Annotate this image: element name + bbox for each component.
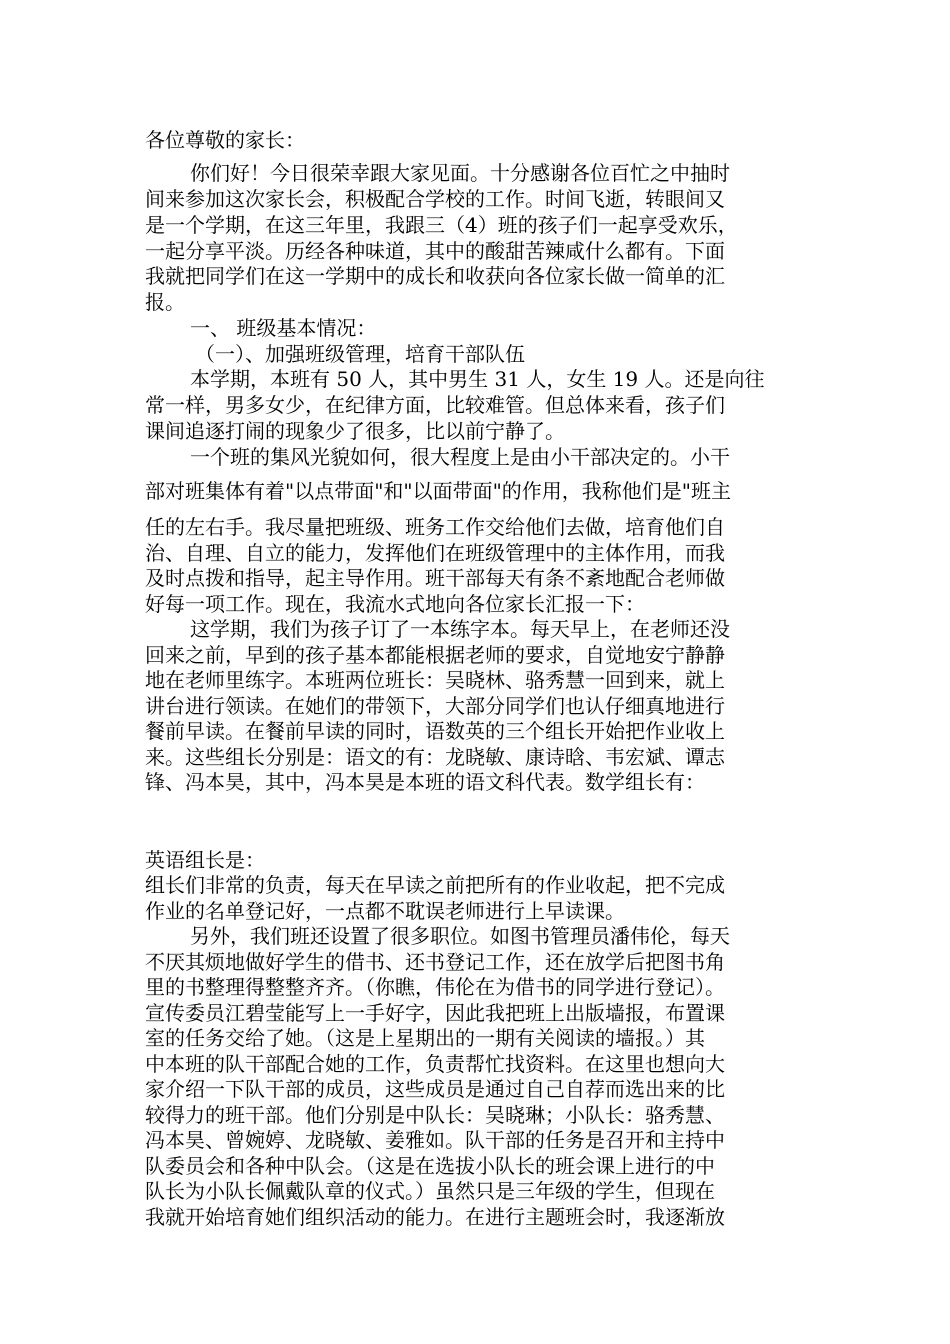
paragraph-line: 部对班集体有着"以点带面"和"以面带面"的作用，我称他们是"班主: [145, 479, 731, 503]
paragraph-line: 及时点拨和指导，起主导作用。班干部每天有条不紊地配合老师做: [145, 566, 725, 590]
paragraph-line: 队委员会和各种中队会。（这是在选拔小队长的班会课上进行的中: [145, 1154, 715, 1178]
paragraph-line: 队长为小队长佩戴队章的仪式。）虽然只是三年级的学生，但现在: [145, 1179, 715, 1203]
paragraph-line: 锋、冯本昊，其中，冯本昊是本班的语文科代表。数学组长有：: [145, 770, 705, 794]
english-leaders-label: 英语组长是：: [145, 848, 265, 872]
salutation: 各位尊敬的家长：: [145, 128, 305, 152]
paragraph-line: 常一样，男多女少，在纪律方面，比较难管。但总体来看，孩子们: [145, 393, 725, 417]
paragraph-line: 回来之前，早到的孩子基本都能根据老师的要求，自觉地安宁静静: [145, 643, 725, 667]
subsection-heading: （一）、加强班级管理，培育干部队伍: [195, 342, 525, 366]
paragraph-line: 课间追逐打闹的现象少了很多，比以前宁静了。: [145, 419, 565, 443]
paragraph-line: 任的左右手。我尽量把班级、班务工作交给他们去做，培育他们自: [145, 515, 725, 539]
section-heading: 一、 班级基本情况：: [190, 316, 377, 340]
paragraph-line: 地在老师里练字。本班两位班长：吴晓林、骆秀慧一回到来，就上: [145, 668, 725, 692]
paragraph-line: 你们好！今日很荣幸跟大家见面。十分感谢各位百忙之中抽时: [190, 161, 730, 185]
paragraph-line: 组长们非常的负责，每天在早读之前把所有的作业收起，把不完成: [145, 873, 725, 897]
paragraph-line: 不厌其烦地做好学生的借书、还书登记工作，还在放学后把图书角: [145, 950, 725, 974]
paragraph-line: 中本班的队干部配合她的工作，负责帮忙找资料。在这里也想向大: [145, 1052, 725, 1076]
paragraph-line: 本学期，本班有 50 人，其中男生 31 人，女生 19 人。还是向往: [190, 367, 765, 391]
paragraph-line: 是一个学期，在这三年里，我跟三（4）班的孩子们一起享受欢乐，: [145, 213, 738, 237]
paragraph-line: 室的任务交给了她。（这是上星期出的一期有关阅读的墙报。）其: [145, 1026, 705, 1050]
paragraph-line: 来。这些组长分别是：语文的有：龙晓敏、康诗晗、韦宏斌、谭志: [145, 745, 725, 769]
paragraph-line: 宣传委员江碧莹能写上一手好字，因此我把班上出版墙报，布置课: [145, 1001, 725, 1025]
paragraph-line: 我就把同学们在这一学期中的成长和收获向各位家长做一简单的汇: [145, 264, 725, 288]
paragraph-line: 餐前早读。在餐前早读的同时，语数英的三个组长开始把作业收上: [145, 719, 725, 743]
paragraph-line: 讲台进行领读。在她们的带领下，大部分同学们也认仔细真地进行: [145, 694, 725, 718]
paragraph-line: 较得力的班干部。他们分别是中队长：吴晓琳；小队长：骆秀慧、: [145, 1103, 725, 1127]
paragraph-line: 这学期，我们为孩子订了一本练字本。每天早上，在老师还没: [190, 617, 730, 641]
paragraph-line: 好每一项工作。现在，我流水式地向各位家长汇报一下：: [145, 592, 645, 616]
paragraph-line: 作业的名单登记好，一点都不耽误老师进行上早读课。: [145, 899, 625, 923]
paragraph-line: 治、自理、自立的能力，发挥他们在班级管理中的主体作用，而我: [145, 541, 725, 565]
paragraph-line: 一起分享平淡。历经各种味道，其中的酸甜苦辣咸什么都有。下面: [145, 239, 725, 263]
paragraph-line: 冯本昊、曾婉婷、龙晓敏、姜雅如。队干部的任务是召开和主持中: [145, 1128, 725, 1152]
paragraph-line: 报。: [145, 290, 185, 314]
paragraph-line: 里的书整理得整整齐齐。（你瞧，伟伦在为借书的同学进行登记）。: [145, 975, 725, 999]
paragraph-line: 间来参加这次家长会，积极配合学校的工作。时间飞逝，转眼间又: [145, 187, 725, 211]
paragraph-line: 另外，我们班还设置了很多职位。如图书管理员潘伟伦，每天: [190, 924, 730, 948]
paragraph-line: 我就开始培育她们组织活动的能力。在进行主题班会时，我逐渐放: [145, 1205, 725, 1229]
paragraph-line: 家介绍一下队干部的成员，这些成员是通过自己自荐而选出来的比: [145, 1077, 725, 1101]
paragraph-line: 一个班的集风光貌如何，很大程度上是由小干部决定的。小干: [190, 445, 730, 469]
